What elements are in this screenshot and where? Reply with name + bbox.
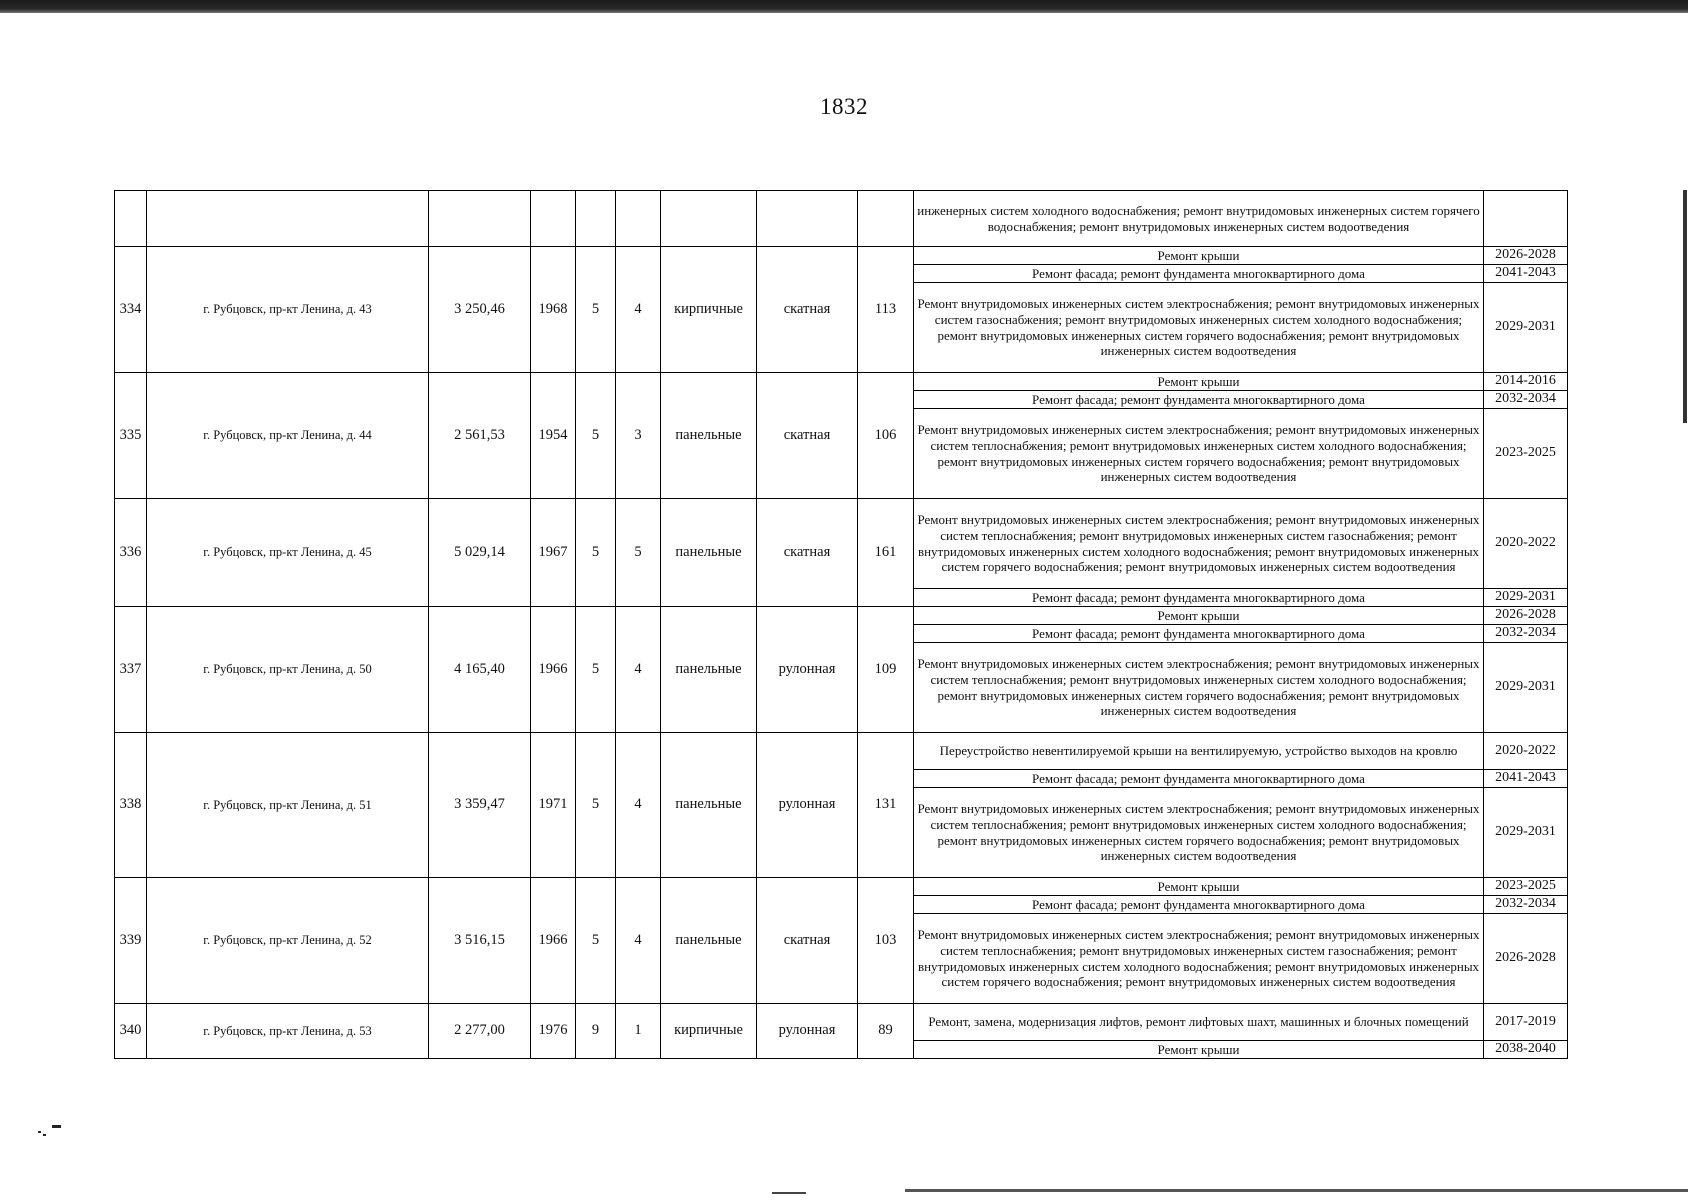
table-row-continuation: [115, 191, 1568, 247]
roof-type: рулонная: [757, 1004, 858, 1059]
construction-year: 1967: [531, 499, 576, 607]
work-description: Ремонт фасада; ремонт фундамента многоквартирного дома: [914, 265, 1484, 283]
work-period: 2023-2025: [1484, 878, 1568, 896]
work-description: Ремонт крыши: [914, 607, 1484, 625]
scan-top-border: [0, 0, 1688, 13]
entrance-count: 4: [616, 607, 661, 733]
resident-count: 103: [858, 878, 914, 1004]
roof-type: рулонная: [757, 733, 858, 878]
work-period: 2032-2034: [1484, 625, 1568, 643]
entrance-count: 4: [616, 247, 661, 373]
work-description: Ремонт внутридомовых инженерных систем электроснабжения; ремонт внутридомовых инженерных систем теплоснабжения; ремонт внутридомовых инженерных систем холодного водоснабжения; ремонт внутридомовых инженерных систем горячего водоснабжения; ремонт внутридомовых инженерных систем водоотведения: [914, 409, 1484, 499]
work-period: 2029-2031: [1484, 589, 1568, 607]
wall-material: панельные: [661, 373, 757, 499]
work-period: 2032-2034: [1484, 896, 1568, 914]
resident-count: 89: [858, 1004, 914, 1059]
total-area: 3 516,15: [429, 878, 531, 1004]
entrance-count: 3: [616, 373, 661, 499]
resident-count: 106: [858, 373, 914, 499]
wall-material: панельные: [661, 607, 757, 733]
work-description: Ремонт крыши: [914, 373, 1484, 391]
construction-year: 1966: [531, 878, 576, 1004]
house-address: г. Рубцовск, пр-кт Ленина, д. 50: [147, 607, 429, 733]
work-description: Ремонт фасада; ремонт фундамента многоквартирного дома: [914, 770, 1484, 788]
work-description: Ремонт крыши: [914, 878, 1484, 896]
table-row: [115, 733, 1568, 770]
work-description: Ремонт внутридомовых инженерных систем электроснабжения; ремонт внутридомовых инженерных систем теплоснабжения; ремонт внутридомовых инженерных систем холодного водоснабжения; ремонт внутридомовых инженерных систем горячего водоснабжения; ремонт внутридомовых инженерных систем водоотведения: [914, 788, 1484, 878]
work-description: инженерных систем холодного водоснабжения; ремонт внутридомовых инженерных систем горячего водоснабжения; ремонт внутридомовых инженерных систем водоотведения: [914, 191, 1484, 247]
floor-count: 9: [576, 1004, 616, 1059]
work-description: Ремонт крыши: [914, 1041, 1484, 1059]
row-number: 335: [115, 373, 147, 499]
roof-type: скатная: [757, 878, 858, 1004]
total-area: 5 029,14: [429, 499, 531, 607]
work-description: Ремонт фасада; ремонт фундамента многоквартирного дома: [914, 625, 1484, 643]
work-period: 2020-2022: [1484, 733, 1568, 770]
house-address: г. Рубцовск, пр-кт Ленина, д. 43: [147, 247, 429, 373]
construction-year: 1976: [531, 1004, 576, 1059]
floor-count: 5: [576, 878, 616, 1004]
work-description: Ремонт, замена, модернизация лифтов, ремонт лифтовых шахт, машинных и блочных помещений: [914, 1004, 1484, 1041]
total-area: 3 359,47: [429, 733, 531, 878]
resident-count: 161: [858, 499, 914, 607]
table-row: [115, 373, 1568, 391]
row-number: 337: [115, 607, 147, 733]
work-period: 2041-2043: [1484, 265, 1568, 283]
table-row: [115, 607, 1568, 625]
entrance-count: 4: [616, 878, 661, 1004]
floor-count: 5: [576, 499, 616, 607]
work-description: Ремонт фасада; ремонт фундамента многоквартирного дома: [914, 896, 1484, 914]
floor-count: 5: [576, 247, 616, 373]
construction-year: 1971: [531, 733, 576, 878]
scan-speck: [43, 1134, 46, 1136]
house-address: г. Рубцовск, пр-кт Ленина, д. 53: [147, 1004, 429, 1059]
work-description: Ремонт фасада; ремонт фундамента многоквартирного дома: [914, 391, 1484, 409]
work-description: Ремонт внутридомовых инженерных систем электроснабжения; ремонт внутридомовых инженерных систем газоснабжения; ремонт внутридомовых инженерных систем холодного водоснабжения; ремонт внутридомовых инженерных систем горячего водоснабжения; ремонт внутридомовых инженерных систем водоотведения: [914, 283, 1484, 373]
roof-type: рулонная: [757, 607, 858, 733]
table-row: [115, 878, 1568, 896]
construction-year: 1966: [531, 607, 576, 733]
entrance-count: 4: [616, 733, 661, 878]
construction-year: 1954: [531, 373, 576, 499]
work-period: 2041-2043: [1484, 770, 1568, 788]
work-description: Ремонт внутридомовых инженерных систем электроснабжения; ремонт внутридомовых инженерных систем теплоснабжения; ремонт внутридомовых инженерных систем газоснабжения; ремонт внутридомовых инженерных систем холодного водоснабжения; ремонт внутридомовых инженерных систем горячего водоснабжения; ремонт внутридомовых инженерных систем водоотведения: [914, 914, 1484, 1004]
work-description: Ремонт внутридомовых инженерных систем электроснабжения; ремонт внутридомовых инженерных систем теплоснабжения; ремонт внутридомовых инженерных систем холодного водоснабжения; ремонт внутридомовых инженерных систем горячего водоснабжения; ремонт внутридомовых инженерных систем водоотведения: [914, 643, 1484, 733]
work-period: 2026-2028: [1484, 607, 1568, 625]
entrance-count: 1: [616, 1004, 661, 1059]
entrance-count: 5: [616, 499, 661, 607]
house-address: г. Рубцовск, пр-кт Ленина, д. 44: [147, 373, 429, 499]
scan-right-margin-mark: [1683, 190, 1687, 423]
row-number: 334: [115, 247, 147, 373]
scan-bottom-border: [905, 1189, 1688, 1192]
house-address: г. Рубцовск, пр-кт Ленина, д. 51: [147, 733, 429, 878]
row-number: 340: [115, 1004, 147, 1059]
work-period: 2026-2028: [1484, 247, 1568, 265]
roof-type: скатная: [757, 247, 858, 373]
work-period: 2017-2019: [1484, 1004, 1568, 1041]
floor-count: 5: [576, 373, 616, 499]
table-row: [115, 1004, 1568, 1041]
wall-material: панельные: [661, 499, 757, 607]
work-period: 2032-2034: [1484, 391, 1568, 409]
work-period: 2038-2040: [1484, 1041, 1568, 1059]
work-description: Ремонт внутридомовых инженерных систем электроснабжения; ремонт внутридомовых инженерных систем теплоснабжения; ремонт внутридомовых инженерных систем газоснабжения; ремонт внутридомовых инженерных систем холодного водоснабжения; ремонт внутридомовых инженерных систем горячего водоснабжения; ремонт внутридомовых инженерных систем водоотведения: [914, 499, 1484, 589]
resident-count: 131: [858, 733, 914, 878]
scan-speck: [38, 1131, 41, 1133]
work-period: 2020-2022: [1484, 499, 1568, 589]
work-period: 2014-2016: [1484, 373, 1568, 391]
page-number: 1832: [820, 94, 868, 119]
house-address: г. Рубцовск, пр-кт Ленина, д. 52: [147, 878, 429, 1004]
wall-material: панельные: [661, 733, 757, 878]
table-body: [115, 191, 1568, 1059]
floor-count: 5: [576, 733, 616, 878]
work-period: 2026-2028: [1484, 914, 1568, 1004]
wall-material: панельные: [661, 878, 757, 1004]
work-description: Переустройство невентилируемой крыши на вентилируемую, устройство выходов на кровлю: [914, 733, 1484, 770]
total-area: 3 250,46: [429, 247, 531, 373]
resident-count: 113: [858, 247, 914, 373]
roof-type: скатная: [757, 373, 858, 499]
resident-count: 109: [858, 607, 914, 733]
scan-speck: [52, 1125, 61, 1128]
total-area: 2 277,00: [429, 1004, 531, 1059]
wall-material: кирпичные: [661, 247, 757, 373]
total-area: 4 165,40: [429, 607, 531, 733]
roof-type: скатная: [757, 499, 858, 607]
work-description: Ремонт фасада; ремонт фундамента многоквартирного дома: [914, 589, 1484, 607]
row-number: 336: [115, 499, 147, 607]
housing-repair-table: [114, 190, 1568, 1059]
house-address: г. Рубцовск, пр-кт Ленина, д. 45: [147, 499, 429, 607]
row-number: 339: [115, 878, 147, 1004]
scan-bottom-mark: [772, 1192, 806, 1194]
construction-year: 1968: [531, 247, 576, 373]
work-period: 2029-2031: [1484, 643, 1568, 733]
floor-count: 5: [576, 607, 616, 733]
work-period: 2029-2031: [1484, 283, 1568, 373]
table-row: [115, 247, 1568, 265]
row-number: 338: [115, 733, 147, 878]
work-description: Ремонт крыши: [914, 247, 1484, 265]
work-period: 2023-2025: [1484, 409, 1568, 499]
table-row: [115, 499, 1568, 589]
work-period: 2029-2031: [1484, 788, 1568, 878]
wall-material: кирпичные: [661, 1004, 757, 1059]
total-area: 2 561,53: [429, 373, 531, 499]
